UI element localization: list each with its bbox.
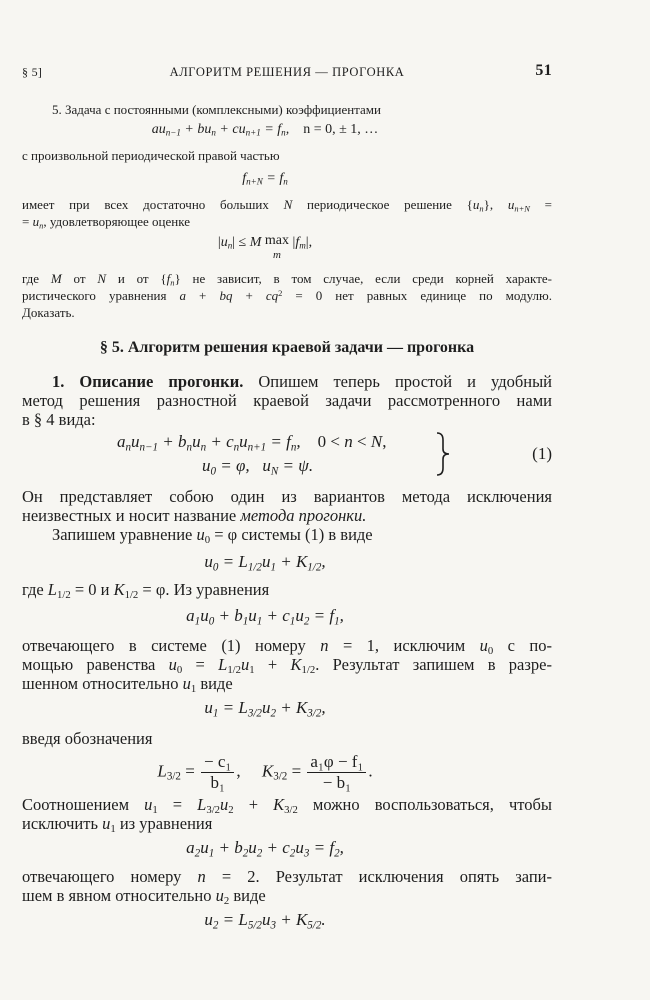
paragraph-7: Соотношением $u_1 = L_{3/2}u_2 + K_{3/2}$ можно воспользоваться, чтобы исключить $u_1$ из уравнения bbox=[22, 795, 552, 836]
equation-n2: $a_2u_1 + b_2u_2 + c_2u_3 = f_2$, bbox=[186, 838, 344, 860]
page-number: 51 bbox=[535, 62, 552, 79]
paragraph-6: введя обозначения bbox=[22, 729, 153, 748]
equation-exercise-2: $f_{n+N} = f_n$ bbox=[242, 171, 288, 187]
paragraph-3: Запишем уравнение $u_0 = \varphi$ системы (1) в виде bbox=[52, 525, 373, 547]
running-header bbox=[22, 62, 552, 84]
equation-n1: $a_1u_0 + b_1u_1 + c_1u_2 = f_1$, bbox=[186, 606, 344, 628]
paragraph-1: 1. Описание прогонки. Опишем теперь простой и удобный метод решения разностной краевой задачи рассмотренного нами в § 4 вида: bbox=[22, 372, 553, 429]
equation-system-1 bbox=[22, 430, 552, 478]
equation-exercise-3: $|u_n| \le M$ max m $|f_m|$, bbox=[217, 233, 313, 261]
equation-u1: $u_1 = L_{3/2}u_2 + K_{3/2}$, bbox=[204, 698, 326, 720]
fraction-L: $\frac{\text{− c₁}}{\text{b₁}}$ bbox=[201, 752, 234, 793]
exercise-text-4: где M от N и от $\{f_n\}$ не зависит, в том случае, если среди корней характе- ристического уравнения a + bq + $cq^2 = 0$ нет равных единице по модулю. Доказать. bbox=[22, 271, 553, 320]
equation-exercise-1: $au_{n-1} + bu_n + cu_{n+1} = f_n$, n = 0, ± 1, … bbox=[151, 122, 379, 138]
right-brace-icon bbox=[435, 432, 451, 476]
equation-number: (1) bbox=[532, 444, 552, 463]
equation-coefficients: $L_{3/2}$ = $\frac{\text{− c₁}}{\text{b₁}}$ , $K_{3/2}$ = $\frac{\text{a₁φ − f₁}}{\text{− b₁}}$ . bbox=[157, 752, 373, 792]
running-title: АЛГОРИТМ РЕШЕНИЯ — ПРОГОНКА bbox=[169, 65, 405, 79]
paragraph-2: Он представляет собою один из вариантов метода исключения неизвестных и носит название метода прогонки. bbox=[22, 487, 552, 525]
paragraph-8: отвечающего номеру n = 2. Результат исключения опять запи- шем в явном относительно $u_2$ виде bbox=[22, 867, 553, 908]
system-row-2: $u_0 = \varphi$, $u_N = \psi$. bbox=[202, 456, 314, 478]
section-mark: § 5] bbox=[22, 65, 43, 79]
paragraph-5: отвечающего в системе (1) номеру n = 1, исключим $u_0$ с по- мощью равенства $u_0 = L_{1/2}u_1 + K_{1/2}$. Результат запишем в разре- шенном относительно $u_1$ виде bbox=[22, 636, 552, 696]
paragraph-4: где $L_{1/2} = 0$ и $K_{1/2} = \varphi$. Из уравнения bbox=[22, 580, 270, 602]
fraction-K: $\frac{\text{a₁φ − f₁}}{\text{− b₁}}$ bbox=[307, 752, 366, 793]
exercise-text-2: с произвольной периодической правой частью bbox=[22, 148, 280, 163]
exercise-text-3: имеет при всех достаточно больших N периодическое решение $\{u_n\}$, $u_{n+N}$ = = $u_n$, удовлетворяющее оценке bbox=[22, 197, 553, 231]
equation-u0: $u_0 = L_{1/2}u_1 + K_{1/2}$, bbox=[204, 552, 326, 574]
section-title: § 5. Алгоритм решения краевой задачи — прогонка bbox=[99, 339, 475, 356]
equation-u2: $u_2 = L_{5/2}u_3 + K_{5/2}$. bbox=[204, 910, 326, 932]
system-row-1: $a_nu_{n-1} + b_nu_n + c_nu_{n+1} = f_n$, 0 < n < N, bbox=[117, 432, 387, 454]
exercise-intro: 5. Задача с постоянными (комплексными) коэффициентами bbox=[52, 102, 381, 117]
